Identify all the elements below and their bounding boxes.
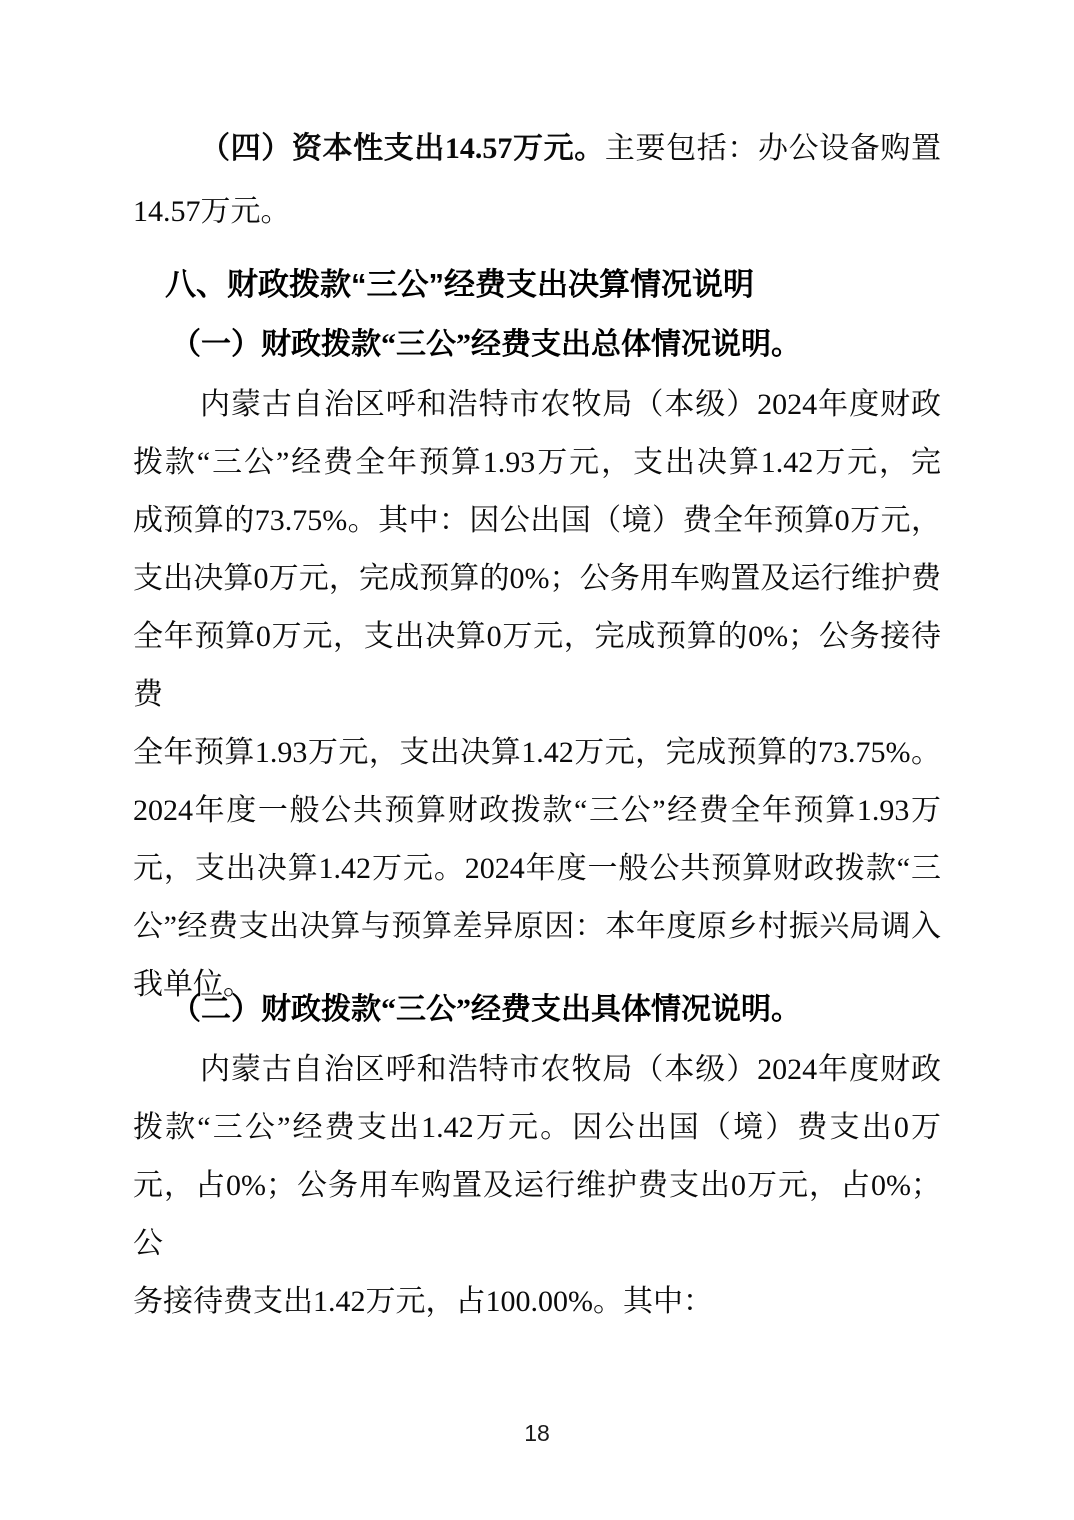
text-line: 2024年度一般公共预算财政拨款“三公”经费全年预算1.93万: [133, 794, 941, 827]
text-line: 拨款“三公”经费支出1.42万元。因公出国（境）费支出0万: [133, 1111, 941, 1144]
text-line: 14.57万元。: [133, 195, 291, 228]
text-line: 元，支出决算1.42万元。2024年度一般公共预算财政拨款“三: [133, 852, 941, 885]
text-line: [133, 117, 941, 180]
paragraph-specific-situation: [133, 1041, 941, 1331]
section-heading-eight: 八、财政拨款“三公”经费支出决算情况说明: [165, 267, 754, 302]
text-line: 内蒙古自治区呼和浩特市农牧局（本级）2024年度财政: [200, 1053, 941, 1086]
text-line: 支出决算0万元，完成预算的0%；公务用车购置及运行维护费: [133, 562, 941, 595]
text-line: 公”经费支出决算与预算差异原因：本年度原乡村振兴局调入: [133, 910, 941, 943]
text-line: 内蒙古自治区呼和浩特市农牧局（本级）2024年度财政: [200, 388, 941, 421]
text-line: 全年预算0万元，支出决算0万元，完成预算的0%；公务接待费: [133, 620, 941, 711]
paragraph-capital-expenditure: [133, 117, 941, 243]
text-line: 务接待费支出1.42万元，占100.00%。其中：: [133, 1285, 713, 1318]
page-number: 18: [524, 1420, 550, 1446]
text-line: 元，占0%；公务用车购置及运行维护费支出0万元，占0%；公: [133, 1169, 941, 1260]
body-text: 主要包括：办公设备购置: [604, 132, 942, 165]
paragraph-overall-situation: [133, 376, 941, 1014]
text-line: 全年预算1.93万元，支出决算1.42万元，完成预算的73.75%。: [133, 736, 941, 769]
subsection-heading-two: （二）财政拨款“三公”经费支出具体情况说明。: [171, 993, 801, 1026]
text-line: 拨款“三公”经费全年预算1.93万元，支出决算1.42万元，完: [133, 446, 941, 479]
text-line: 我单位。: [133, 968, 253, 1001]
text-line: 成预算的73.75%。其中：因公出国（境）费全年预算0万元，: [133, 504, 941, 537]
subsection-heading-one: （一）财政拨款“三公”经费支出总体情况说明。: [171, 328, 801, 361]
run-in-heading-capital-expenditure: （四）资本性支出14.57万元。: [200, 132, 605, 165]
